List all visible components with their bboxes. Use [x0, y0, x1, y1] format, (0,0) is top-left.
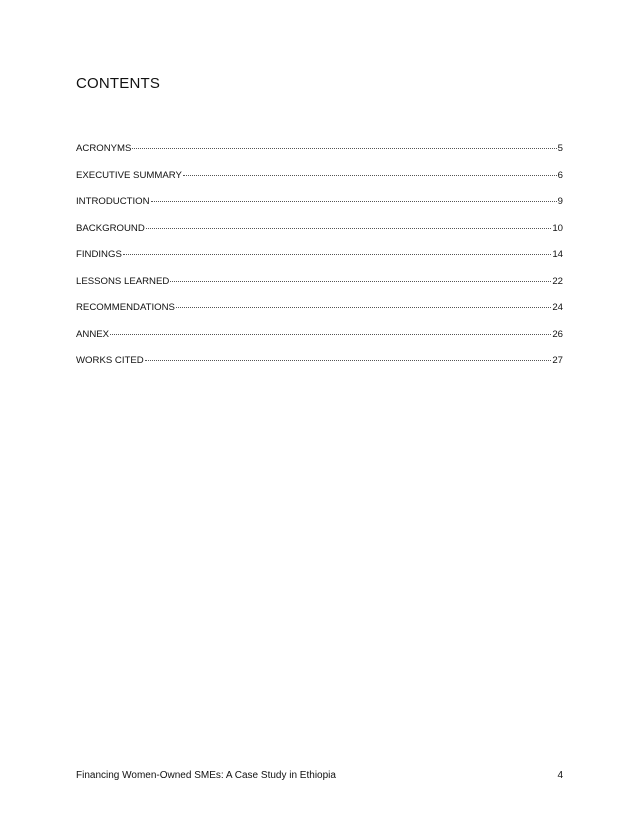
toc-dot-leader	[146, 227, 552, 229]
toc-dot-leader	[145, 359, 552, 361]
toc-entry-page: 9	[557, 196, 563, 207]
toc-entry-title: ANNEX	[76, 328, 110, 340]
toc-entry-title: RECOMMENDATIONS	[76, 302, 175, 313]
toc-entry-executive-summary[interactable]	[76, 169, 563, 196]
toc-dot-leader	[176, 306, 551, 308]
toc-entry-page: 26	[552, 328, 563, 340]
toc-dot-leader	[110, 333, 551, 335]
toc-dot-leader	[132, 147, 556, 149]
toc-entry-title: FINDINGS	[76, 249, 122, 260]
toc-entry-title: EXECUTIVE SUMMARY	[76, 169, 182, 181]
toc-dot-leader	[170, 280, 551, 282]
toc-entry-annex[interactable]	[76, 328, 563, 355]
toc-entry-lessons-learned[interactable]	[76, 275, 563, 302]
toc-entry-title: ACRONYMS	[76, 143, 132, 154]
toc-entry-title: LESSONS LEARNED	[76, 275, 170, 287]
toc-entry-page: 27	[552, 355, 563, 366]
toc-entry-title: BACKGROUND	[76, 222, 145, 234]
toc-entry-background[interactable]	[76, 222, 563, 249]
toc-dot-leader	[183, 174, 557, 176]
toc-entry-page: 10	[552, 222, 563, 234]
toc-entry-acronyms[interactable]	[76, 142, 563, 169]
toc-entry-introduction[interactable]	[76, 195, 563, 222]
toc-entry-title: WORKS CITED	[76, 355, 144, 366]
toc-dot-leader	[123, 253, 551, 255]
toc-entry-page: 24	[552, 302, 563, 313]
table-of-contents	[76, 142, 563, 381]
contents-heading: CONTENTS	[76, 75, 161, 92]
toc-entry-findings[interactable]	[76, 248, 563, 275]
footer-document-title: Financing Women-Owned SMEs: A Case Study in Ethiopia	[76, 770, 336, 781]
toc-entry-page: 14	[552, 249, 563, 260]
footer-page-number: 4	[557, 770, 563, 781]
toc-dot-leader	[151, 200, 557, 202]
toc-entry-title: INTRODUCTION	[76, 196, 150, 207]
toc-entry-page: 22	[552, 275, 563, 287]
toc-entry-page: 6	[557, 169, 563, 181]
toc-entry-recommendations[interactable]	[76, 301, 563, 328]
toc-entry-works-cited[interactable]	[76, 354, 563, 381]
page-footer	[76, 770, 563, 781]
toc-entry-page: 5	[557, 143, 563, 154]
